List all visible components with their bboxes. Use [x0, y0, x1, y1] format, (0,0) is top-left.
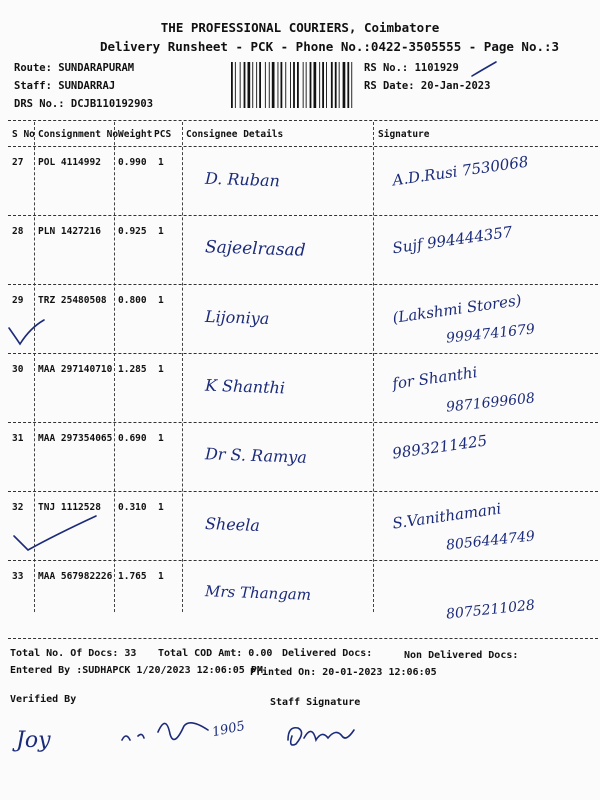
row-divider — [8, 284, 598, 285]
row-consignee-handwriting: Mrs Thangam — [204, 582, 312, 604]
row-signature-handwriting: 9893211425 — [391, 431, 489, 463]
total-docs: Total No. Of Docs: 33 — [10, 648, 137, 659]
non-delivered-docs: Non Delivered Docs: — [404, 650, 519, 661]
row-sno: 28 — [12, 226, 24, 237]
row-weight: 1.285 — [118, 364, 147, 375]
row-weight: 0.800 — [118, 295, 147, 306]
row-pcs: 1 — [158, 364, 164, 375]
check-mark-icon — [470, 60, 500, 80]
row-consignment-no: POL 4114992 — [38, 157, 101, 168]
row-pcs: 1 — [158, 226, 164, 237]
row-divider — [8, 353, 598, 354]
printed-on: Printed On: 20-01-2023 12:06:05 — [250, 667, 437, 678]
total-cod: Total COD Amt: 0.00 — [158, 648, 273, 659]
row-pcs: 1 — [158, 433, 164, 444]
row-weight: 0.990 — [118, 157, 147, 168]
row-weight: 0.925 — [118, 226, 147, 237]
row-consignment-no: MAA 297354065 — [38, 433, 113, 444]
company-title: THE PROFESSIONAL COURIERS, Coimbatore — [160, 20, 440, 35]
row-divider — [8, 560, 598, 561]
row-signature-handwriting: (Lakshmi Stores) — [391, 291, 523, 327]
delivered-docs: Delivered Docs: — [282, 648, 373, 659]
staff-label: Staff: SUNDARRAJ — [14, 80, 116, 92]
row-sno: 30 — [12, 364, 24, 375]
row-consignee-handwriting: Lijoniya — [204, 306, 270, 329]
row-pcs: 1 — [158, 571, 164, 582]
rs-date: RS Date: 20-Jan-2023 — [364, 80, 491, 92]
row-pcs: 1 — [158, 295, 164, 306]
col-divider — [182, 122, 183, 612]
row-signature-number: 9994741679 — [445, 321, 536, 347]
row-pcs: 1 — [158, 157, 164, 168]
row-divider — [8, 491, 598, 492]
row-signature-number: 9871699608 — [445, 390, 536, 416]
rs-number: RS No.: 1101929 — [364, 62, 459, 74]
row-signature-handwriting: A.D.Rusi 7530068 — [391, 152, 530, 190]
row-consignee-handwriting: Dr S. Ramya — [204, 444, 308, 467]
col-header-weight: Weight — [118, 129, 153, 140]
col-divider — [114, 122, 115, 612]
entered-by: Entered By :SUDHAPCK 1/20/2023 12:06:05 PM — [10, 665, 263, 676]
row-consignee-handwriting: D. Ruban — [204, 168, 281, 191]
row-pcs: 1 — [158, 502, 164, 513]
row-divider — [8, 215, 598, 216]
row-signature-handwriting: Sujf 994444357 — [391, 222, 514, 258]
staff-signature-label: Staff Signature — [270, 697, 361, 708]
row-sno: 29 — [12, 295, 24, 306]
row-sno: 32 — [12, 502, 24, 513]
staff-signature-scribble-icon — [282, 716, 357, 752]
col-divider — [373, 122, 374, 612]
row-consignment-no: PLN 1427216 — [38, 226, 101, 237]
signature-scribble-icon — [118, 712, 213, 752]
row-divider — [8, 422, 598, 423]
row-signature-number: 8056444749 — [445, 528, 536, 554]
row-weight: 1.765 — [118, 571, 147, 582]
col-header-consignment: Consignment No — [38, 129, 119, 140]
handwritten-number: 1905 — [210, 718, 247, 741]
row-consignment-no: TNJ 1112528 — [38, 502, 101, 513]
col-header-signature: Signature — [378, 129, 430, 140]
barcode-image — [230, 62, 355, 108]
check-mark-icon — [10, 510, 100, 555]
col-header-pcs: PCS — [154, 129, 172, 140]
row-signature-number: 8075211028 — [445, 597, 536, 623]
row-signature-handwriting: S.Vanithamani — [391, 499, 503, 533]
table-top-border — [8, 120, 598, 121]
verifier-signature: Joy — [16, 728, 51, 753]
table-header-border — [8, 146, 598, 147]
table-bottom-border — [8, 638, 598, 639]
row-consignee-handwriting: Sajeelrasad — [204, 237, 306, 261]
runsheet-subtitle: Delivery Runsheet - PCK - Phone No.:0422-3505555 - Page No.:3 — [100, 39, 560, 54]
col-header-consignee: Consignee Details — [186, 129, 284, 140]
row-consignee-handwriting: K Shanthi — [204, 375, 286, 398]
row-consignment-no: MAA 567982226 — [38, 571, 113, 582]
row-consignee-handwriting: Sheela — [204, 514, 261, 535]
check-mark-icon — [6, 318, 46, 348]
row-weight: 0.310 — [118, 502, 147, 513]
row-sno: 27 — [12, 157, 24, 168]
row-sno: 31 — [12, 433, 24, 444]
row-consignment-no: TRZ 25480508 — [38, 295, 107, 306]
drs-number: DRS No.: DCJB110192903 — [14, 98, 154, 110]
row-weight: 0.690 — [118, 433, 147, 444]
row-sno: 33 — [12, 571, 24, 582]
verified-by-label: Verified By — [10, 694, 77, 705]
route-label: Route: SUNDARAPURAM — [14, 62, 135, 74]
col-header-sno: S No — [12, 129, 35, 140]
row-consignment-no: MAA 297140710 — [38, 364, 113, 375]
row-signature-handwriting: for Shanthi — [391, 363, 479, 393]
